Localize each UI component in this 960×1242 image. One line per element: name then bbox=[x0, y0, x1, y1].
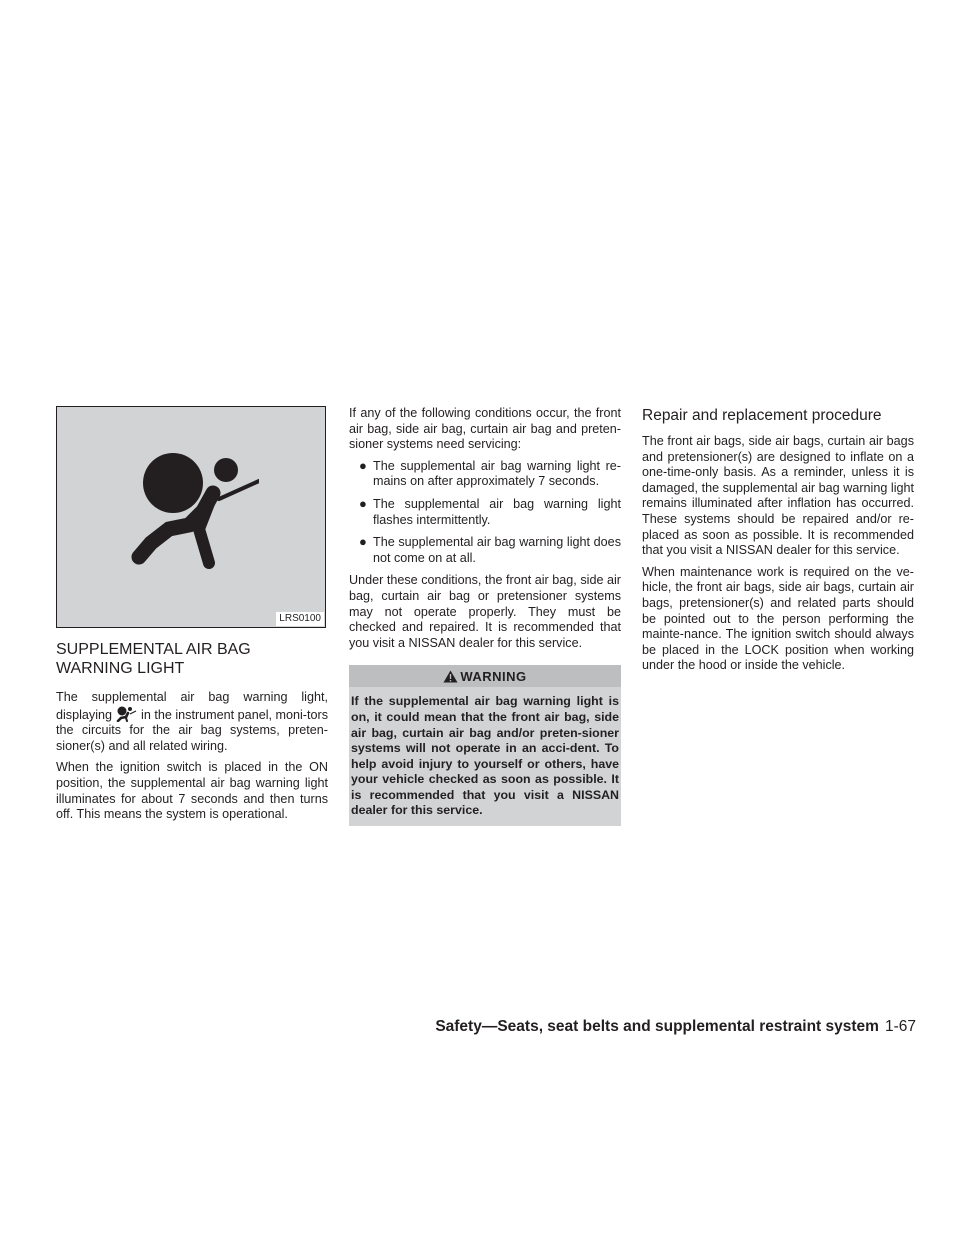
airbag-occupant-icon bbox=[129, 449, 259, 571]
condition-list bbox=[349, 459, 621, 567]
right-column bbox=[642, 406, 914, 680]
paragraph: If any of the following conditions occur, the front air bag, side air bag, curtain air bag and preten-sioner systems need servicing: bbox=[349, 406, 621, 452]
footer-section-title: Safety—Seats, seat belts and supplemental restraint system bbox=[435, 1018, 879, 1035]
page-footer bbox=[420, 1018, 916, 1036]
warning-header: WARNING bbox=[349, 665, 621, 687]
warning-triangle-icon bbox=[443, 670, 458, 683]
figure-label: LRS0100 bbox=[276, 612, 324, 626]
airbag-warning-figure bbox=[56, 406, 326, 628]
airbag-warning-icon bbox=[116, 706, 138, 722]
middle-column bbox=[349, 406, 621, 826]
left-column bbox=[56, 406, 328, 829]
list-item: ● The supplemental air bag warning light does not come on at all. bbox=[359, 534, 621, 565]
paragraph: The supplemental air bag warning light, displaying in the instrument panel, moni-tors the circuits for the air bag systems, preten-sioner(s) and all related wiring. bbox=[56, 690, 328, 753]
warning-text: If the supplemental air bag warning light is on, it could mean that the front air bag, side air bag, curtain air bag and/or preten-sioner systems will not operate in an acci-dent. To help avoid injury to yourself or others, have your vehicle checked as soon as possible. It is recommended that you visit a NISSAN dealer for this service. bbox=[351, 694, 619, 818]
list-item: ● The supplemental air bag warning light flashes intermittently. bbox=[359, 495, 621, 527]
section-title: Repair and replacement procedure bbox=[642, 407, 882, 424]
paragraph: Under these conditions, the front air bag, side air bag, curtain air bag or pretensioner systems may not operate properly. They must be checked and repaired. It is recommended that you visit a NISSAN dealer for this service. bbox=[349, 573, 621, 650]
warning-box bbox=[349, 665, 621, 826]
section-title: SUPPLEMENTAL AIR BAG WARNING LIGHT bbox=[56, 641, 251, 677]
page-number: 1-67 bbox=[884, 1018, 916, 1035]
list-item: ● The supplemental air bag warning light re-mains on after approximately 7 seconds. bbox=[359, 457, 621, 489]
paragraph: When maintenance work is required on the ve-hicle, the front air bags, side air bags, curtain air bags, pretensioner(s) and related parts should be pointed out to the person performing the mainte-nance. The ignition switch should always be placed in the LOCK position when working under the hood or inside the vehicle. bbox=[642, 564, 914, 673]
paragraph: When the ignition switch is placed in the ON position, the supplemental air bag warning light illuminates for about 7 seconds and then turns off. This means the system is operational. bbox=[56, 760, 328, 822]
paragraph: The front air bags, side air bags, curtain air bags and pretensioner(s) are designed to inflate on a one-time-only basis. As a reminder, unless it is damaged, the supplemental air bag warning light remains illuminated after inflation has occurred. These systems should be repaired and/or re-placed as soon as possible. It is recommended that you visit a NISSAN dealer for this service. bbox=[642, 434, 914, 558]
